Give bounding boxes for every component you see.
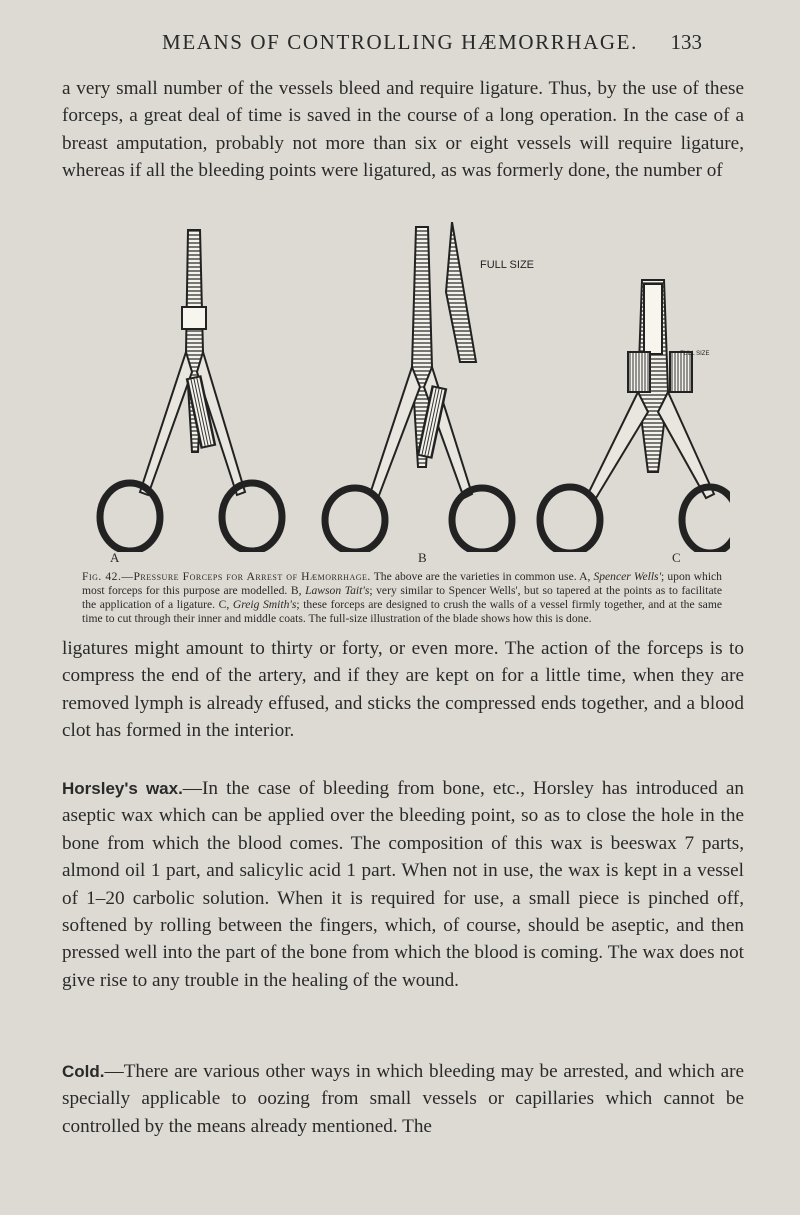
caption-text-3: ; very similar to Spencer Wells', but so tapered at the points as to facilitate the application of a ligature. C, [82, 584, 722, 612]
caption-spencer-wells: Spencer Wells' [593, 570, 662, 583]
forceps-c [540, 280, 730, 552]
forceps-b [325, 222, 512, 552]
caption-greig-smith: Greig Smith's [232, 598, 297, 612]
paragraph-3 [62, 775, 744, 994]
caption-text-2: ; upon which most forceps for this purpose are modelled. B, [82, 570, 722, 598]
running-title: MEANS OF CONTROLLING HÆMORRHAGE. [162, 30, 638, 54]
page-number: 133 [670, 30, 702, 54]
figure-label-b: B [418, 550, 427, 565]
caption-lawson-tait: Lawson Tait's [305, 584, 370, 598]
figure-caption [82, 570, 722, 626]
figure-label-a: A [110, 550, 120, 565]
paragraph-3-text: —In the case of bleeding from bone, etc., Horsley has introduced an aseptic wax which can be applied over the bleeding point, so as to close the hole in the bone from which the blood comes. The composition of this wax is beeswax 7 parts, almond oil 1 part, and salicylic acid 1 part. When not in use, the wax is kept in a vessel of 1–20 carbolic solution. When it is required for use, a small piece is pinched off, softened by rolling between the fingers, which, of course, should be aseptic, and then pressed well into the part of the bone from which the blood is coming. The wax does not give rise to any trouble in the healing of the wound. [62, 778, 744, 991]
caption-title: —Pressure Forceps for Arrest of Hæmorrhage. [121, 570, 371, 583]
figure-label-c: C [672, 550, 681, 565]
cold-heading: Cold. [62, 1062, 105, 1081]
paragraph-1: a very small number of the vessels bleed and require ligature. Thus, by the use of these forceps, a great deal of time is saved in the course of a long operation. In the case of a breast amputation, probably not more than six or eight vessels will require ligature, whereas if all the bleeding points were ligatured, as was formerly done, the number of [62, 78, 744, 182]
horsleys-wax-heading: Horsley's wax. [62, 779, 183, 798]
forceps-a [100, 230, 282, 551]
paragraph-2: ligatures might amount to thirty or forty, or even more. The action of the forceps is to compress the end of the artery, and if they are kept on for a little time, when they are removed lymph is already effused, and sticks the compressed ends together, and a blood clot has formed in the interior. [62, 638, 744, 742]
running-head [0, 30, 800, 60]
caption-text-4: ; these forceps are designed to crush the walls of a vessel firmly together, and at the same time to cut through their inner and middle coats. The full-size illustration of the blade shows how this is done. [82, 598, 722, 626]
paragraph-4-text: —There are various other ways in which bleeding may be arrested, and which are specially applicable to oozing from small vessels or capillaries which cannot be controlled by the means already mentioned. The [62, 1061, 744, 1137]
full-size-note-c: FULL SIZE [680, 351, 710, 357]
caption-text-1: The above are the varieties in common use. A, [370, 570, 594, 583]
paragraph-4 [62, 1058, 744, 1140]
full-size-note-b: FULL SIZE [480, 259, 534, 271]
forceps-illustration [80, 222, 730, 552]
caption-number: Fig. 42. [82, 570, 122, 583]
